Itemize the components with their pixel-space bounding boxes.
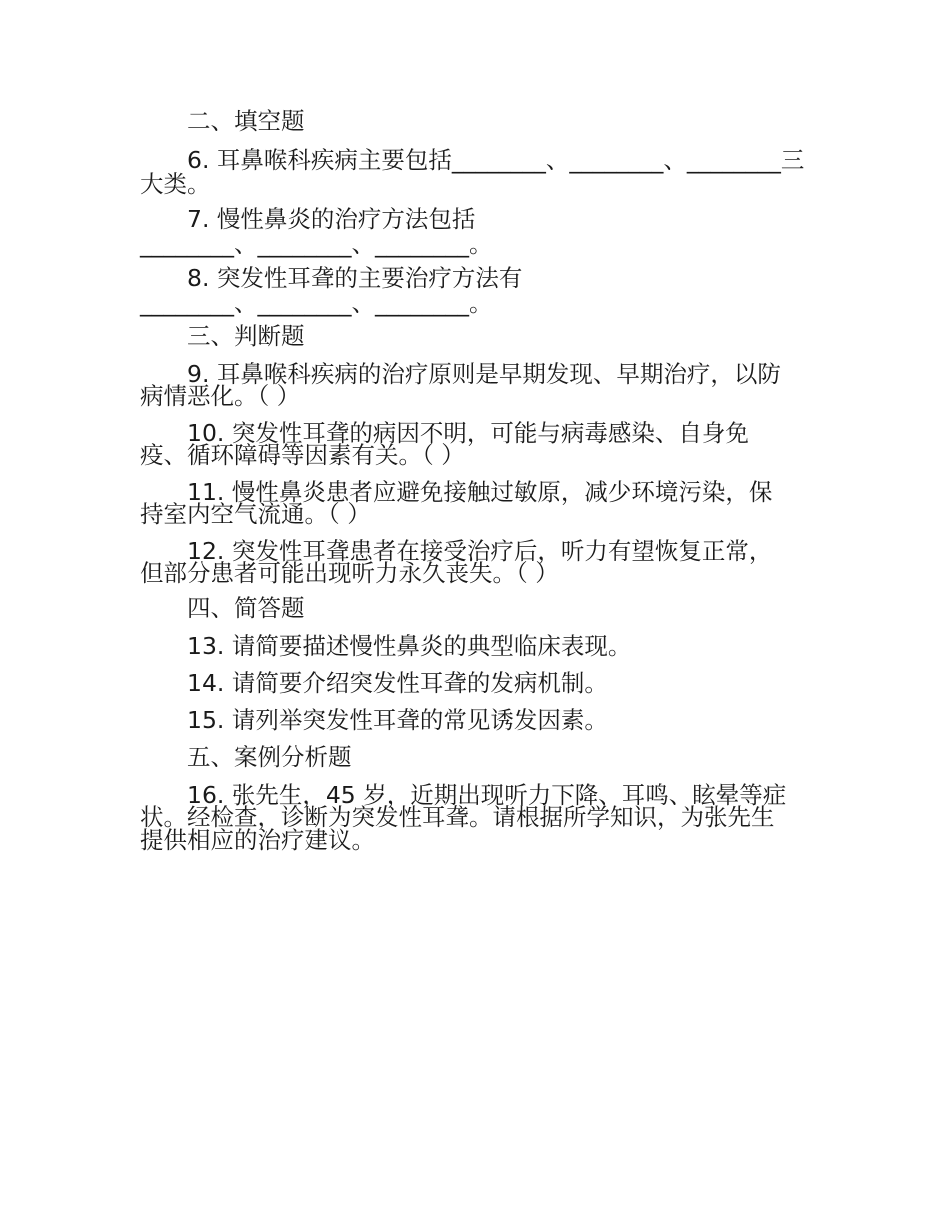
question-12-line-1: 12. 突发性耳聋患者在接受治疗后，听力有望恢复正常， <box>187 537 773 565</box>
question-7-line-1: 7. 慢性鼻炎的治疗方法包括 <box>187 205 476 233</box>
question-14: 14. 请简要介绍突发性耳聋的发病机制。 <box>187 669 608 697</box>
question-11-line-1: 11. 慢性鼻炎患者应避免接触过敏原，减少环境污染，保 <box>187 478 773 506</box>
question-10-line-1: 10. 突发性耳聋的病因不明，可能与病毒感染、自身免 <box>187 419 749 447</box>
question-15: 15. 请列举突发性耳聋的常见诱发因素。 <box>187 706 608 734</box>
question-16-line-3: 提供相应的治疗建议。 <box>140 826 375 854</box>
section-heading-case-analysis: 五、案例分析题 <box>187 743 352 771</box>
question-16-line-2: 状。经检查，诊断为突发性耳聋。请根据所学知识，为张先生 <box>140 803 775 831</box>
question-6-line-1: 6. 耳鼻喉科疾病主要包括________、________、________三 <box>187 146 805 174</box>
question-7-line-2: ________、________、________。 <box>140 230 493 258</box>
question-6-line-2: 大类。 <box>140 170 211 198</box>
question-11-line-2: 持室内空气流通。（ ） <box>140 500 371 528</box>
question-8-line-1: 8. 突发性耳聋的主要治疗方法有 <box>187 264 523 292</box>
question-10-line-2: 疫、循环障碍等因素有关。（ ） <box>140 441 465 469</box>
question-9-line-2: 病情恶化。（ ） <box>140 382 301 410</box>
question-13: 13. 请简要描述慢性鼻炎的典型临床表现。 <box>187 632 632 660</box>
section-heading-fill-in: 二、填空题 <box>187 107 305 135</box>
section-heading-true-false: 三、判断题 <box>187 322 305 350</box>
question-16-line-1: 16. 张先生，45 岁，近期出现听力下降、耳鸣、眩晕等症 <box>187 781 787 809</box>
question-9-line-1: 9. 耳鼻喉科疾病的治疗原则是早期发现、早期治疗，以防 <box>187 360 781 388</box>
question-8-line-2: ________、________、________。 <box>140 289 493 317</box>
question-12-line-2: 但部分患者可能出现听力永久丧失。（ ） <box>140 559 559 587</box>
section-heading-short-answer: 四、简答题 <box>187 594 305 622</box>
